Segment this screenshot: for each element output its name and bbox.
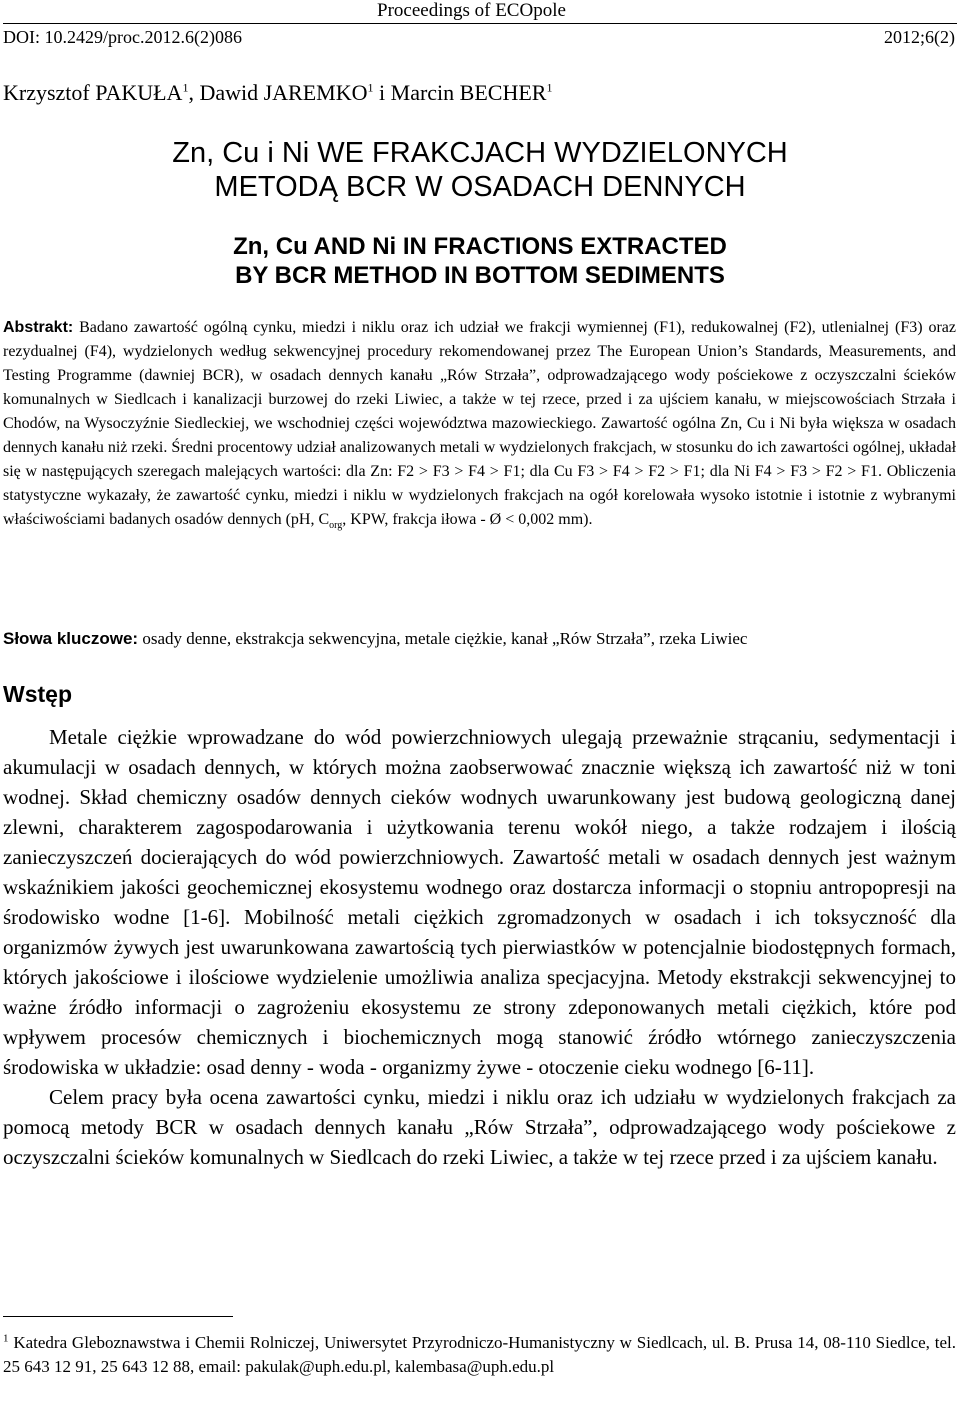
affiliation-mark: 1 [546, 80, 553, 95]
abstract-text-end: , KPW, frakcja iłowa - Ø < 0,002 mm). [342, 511, 593, 528]
footnote-mark: 1 [3, 1332, 9, 1345]
abstract-subscript: org [329, 520, 343, 532]
title-polish [0, 136, 960, 204]
footnote-rule [3, 1316, 233, 1317]
footnote-text: Katedra Gleboznawstwa i Chemii Rolniczej, Uniwersytet Przyrodniczo-Humanistyczny w Siedlcach, ul. B. Prusa 14, 08-110 Siedlce, tel. 25 643 12 91, 25 643 12 88, email: pakulak@uph.edu.pl, kalembasa@uph.edu.pl [3, 1333, 956, 1376]
footnote [3, 1331, 956, 1379]
volume-label: 2012;6(2) [884, 27, 955, 47]
affiliation-mark: 1 [182, 80, 189, 95]
body-text [3, 722, 956, 1172]
keywords [3, 628, 956, 650]
section-heading: Wstęp [3, 681, 72, 707]
author-name: , Dawid JAREMKO [188, 80, 368, 105]
body-paragraph: Celem pracy była ocena zawartości cynku, miedzi i niklu oraz ich udziału w wydzielonych frakcjach za pomocą metody BCR w osadach dennych kanału „Rów Strzała”, odprowadzającego wody pościekowe z oczyszczalni ścieków komunalnych w Siedlcach do rzeki Liwiec, a także w tej rzece przed i za ujściem kanału. [3, 1085, 956, 1169]
author-name: Krzysztof PAKUŁA [3, 80, 183, 105]
body-paragraph: Metale ciężkie wprowadzane do wód powierzchniowych ulegają przeważnie strącaniu, sedymentacji i akumulacji w osadach dennych, w których można zaobserwować znacznie większą ich zawartość niż w toni wodnej. Skład chemiczny osadów dennych cieków wodnych uwarunkowany jest budową geologiczną danej zlewni, charakterem zagospodarowania i użytkowania terenu wokół niego, a także rodzajem i ilością zanieczyszczeń docierających do wód powierzchniowych. Zawartość metali w osadach dennych jest ważnym wskaźnikiem jakości geochemicznej ekosystemu wodnego oraz dostarcza informacji o stopniu antropopresji na środowisko wodne [1-6]. Mobilność metali ciężkich zgromadzonych w osadach i ich toksyczność dla organizmów żywych jest uwarunkowana zawartością tych pierwiastków w potencjalnie biodostępnych formach, których jakościowe i ilościowe wydzielenie umożliwia analiza specjacyjna. Metody ekstrakcji sekwencyjnej to ważne źródło informacji o zagrożeniu ekosystemu ze strony zdeponowanych metali ciężkich, które pod wpływem procesów chemicznych i biochemicznych mogą stanowić źródło wtórnego zanieczyszczenia środowiska w układzie: osad denny - woda - organizmy żywe - otoczenie cieku wodnego [6-11]. [3, 725, 956, 1079]
affiliation-mark: 1 [367, 80, 374, 95]
title-english [0, 232, 960, 290]
doi-label: DOI: 10.2429/proc.2012.6(2)086 [3, 27, 242, 47]
title-line: Zn, Cu i Ni WE FRAKCJACH WYDZIELONYCH [172, 137, 788, 169]
abstract-label: Abstrakt: [3, 319, 74, 336]
keywords-label: Słowa kluczowe: [3, 629, 139, 648]
proceedings-name: Proceedings of ECOpole [377, 0, 566, 21]
keywords-text: osady denne, ekstrakcja sekwencyjna, metale ciężkie, kanał „Rów Strzała”, rzeka Liwiec [138, 629, 748, 648]
title-line: METODĄ BCR W OSADACH DENNYCH [214, 171, 746, 203]
abstract-text: Badano zawartość ogólną cynku, miedzi i niklu oraz ich udział we frakcji wymiennej (F1), redukowalnej (F2), utlenialnej (F3) oraz rezydualnej (F4), wydzielonych według sekwencyjnej procedury rekomendowanej przez The European Union’s Standards, Measurements, and Testing Programme (dawniej BCR), w osadach dennych kanału „Rów Strzała”, odprowadzającego wody pościekowe z oczyszczalni ścieków komunalnych w Siedlcach i kanalizacji burzowej do rzeki Liwiec, a także w tej rzece, przed i za ujściem kanału, w miejscowościach Strzała i Chodów, na Wysoczyźnie Siedleckiej, we wschodniej części województwa mazowieckiego. Zawartość ogólna Zn, Cu i Ni była większa w osadach dennych kanału niż rzeki. Średni procentowy udział analizowanych metali w wydzielonych frakcjach, w stosunku do ich zawartości ogólnej, układał się w następujących szeregach malejących wartości: dla Zn: F2 > F3 > F4 > F1; dla Cu F3 > F4 > F2 > F1; dla Ni F4 > F3 > F2 > F1. Obliczenia statystyczne wykazały, że zawartość cynku, miedzi i niklu w wydzielonych frakcjach na ogół korelowała wysoko istotnie i istotnie z wybranymi właściwościami badanych osadów dennych (pH, C [3, 319, 957, 528]
abstract [3, 316, 956, 532]
title-line: BY BCR METHOD IN BOTTOM SEDIMENTS [235, 262, 725, 289]
author-name: i Marcin BECHER [373, 80, 547, 105]
header-rule [3, 23, 957, 24]
author-list [3, 80, 552, 106]
title-line: Zn, Cu AND Ni IN FRACTIONS EXTRACTED [233, 233, 727, 260]
